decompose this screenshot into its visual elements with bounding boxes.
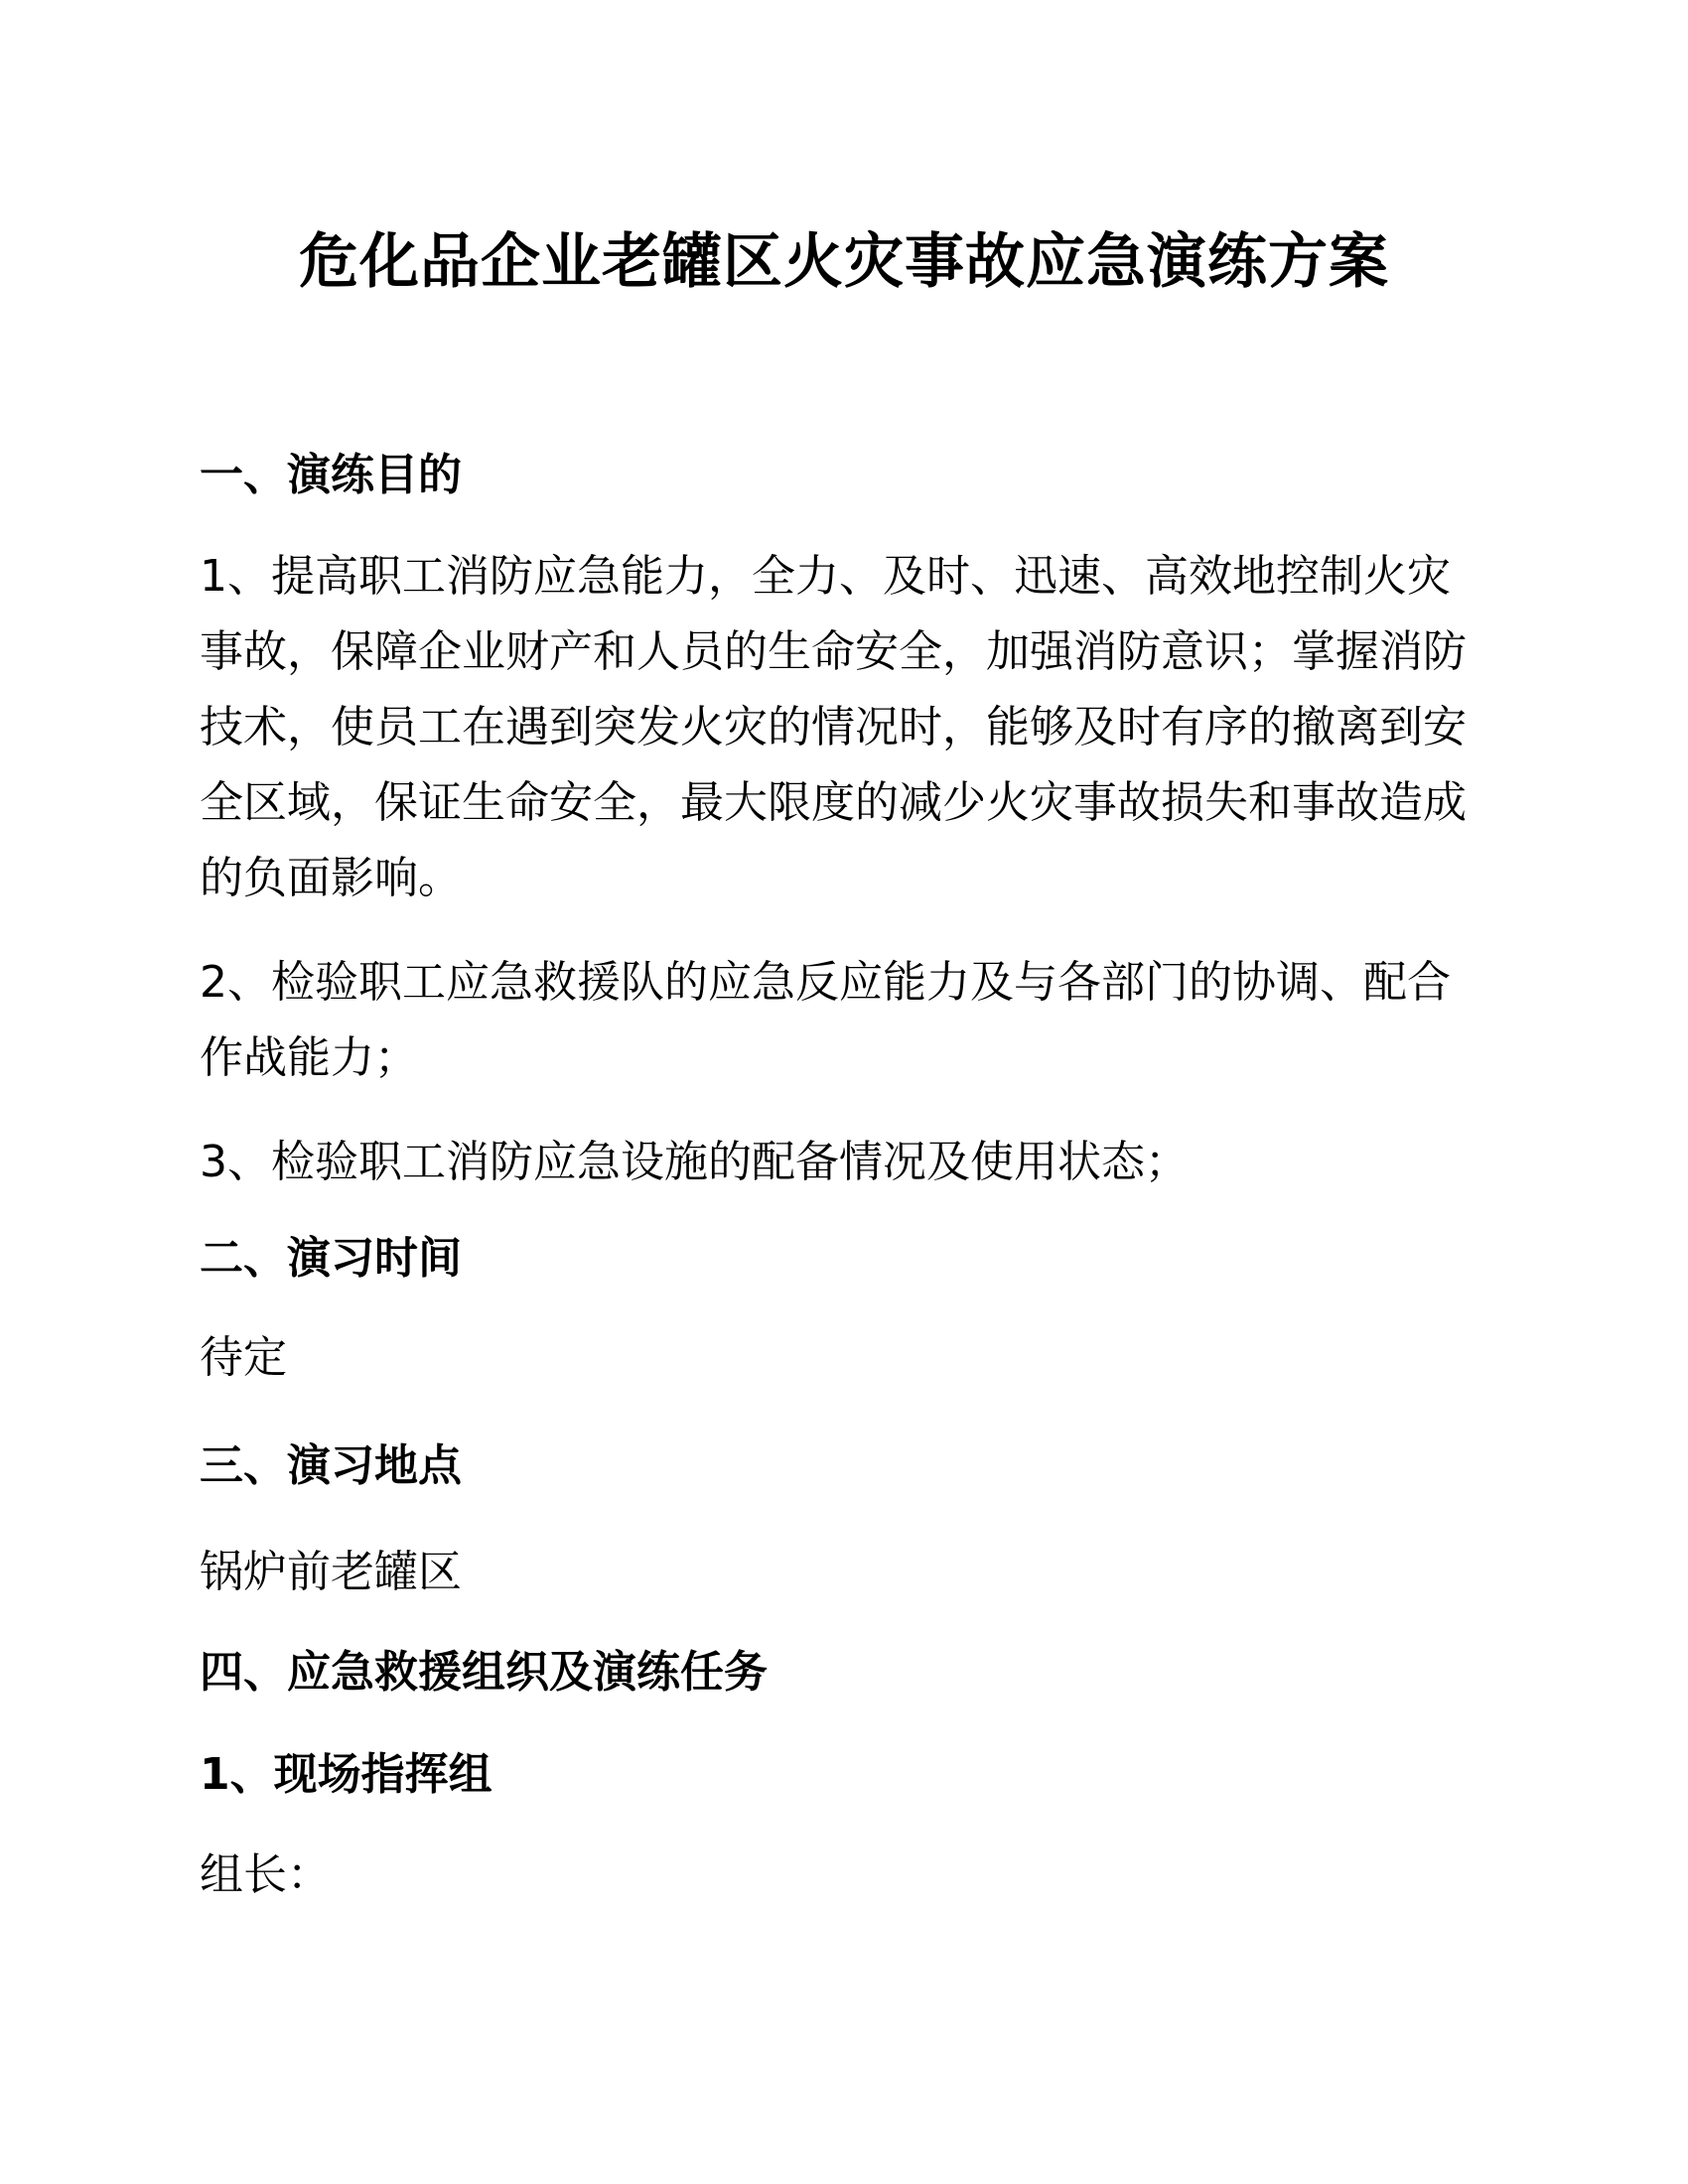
text-line: 作战能力； xyxy=(200,1032,418,1083)
text-line: 1、提高职工消防应急能力，全力、及时、迅速、高效地控制火灾 xyxy=(200,551,1451,602)
paragraph-purpose-3: 3、检验职工消防应急设施的配备情况及使用状态； xyxy=(200,1137,1189,1187)
subheading-command-group: 1、现场指挥组 xyxy=(200,1749,492,1800)
section-heading-location: 三、演习地点 xyxy=(200,1440,462,1491)
paragraph-purpose-2 xyxy=(200,945,1490,1096)
section-heading-purpose: 一、演练目的 xyxy=(200,450,462,500)
paragraph-time: 待定 xyxy=(200,1332,287,1383)
section-heading-organization: 四、应急救援组织及演练任务 xyxy=(200,1647,768,1698)
text-line: 2、检验职工应急救援队的应急反应能力及与各部门的协调、配合 xyxy=(200,957,1451,1008)
section-heading-time: 二、演习时间 xyxy=(200,1233,462,1284)
text-line: 的负面影响。 xyxy=(200,853,462,903)
text-line: 技术，使员工在遇到突发火灾的情况时，能够及时有序的撤离到安 xyxy=(200,702,1467,752)
text-line: 全区域，保证生命安全，最大限度的减少火灾事故损失和事故造成 xyxy=(200,777,1467,828)
paragraph-purpose-1 xyxy=(200,539,1490,916)
text-line: 事故，保障企业财产和人员的生命安全，加强消防意识；掌握消防 xyxy=(200,626,1467,677)
paragraph-leader: 组长： xyxy=(200,1849,331,1900)
paragraph-location: 锅炉前老罐区 xyxy=(200,1547,462,1597)
document-title: 危化品企业老罐区火灾事故应急演练方案 xyxy=(299,227,1389,297)
